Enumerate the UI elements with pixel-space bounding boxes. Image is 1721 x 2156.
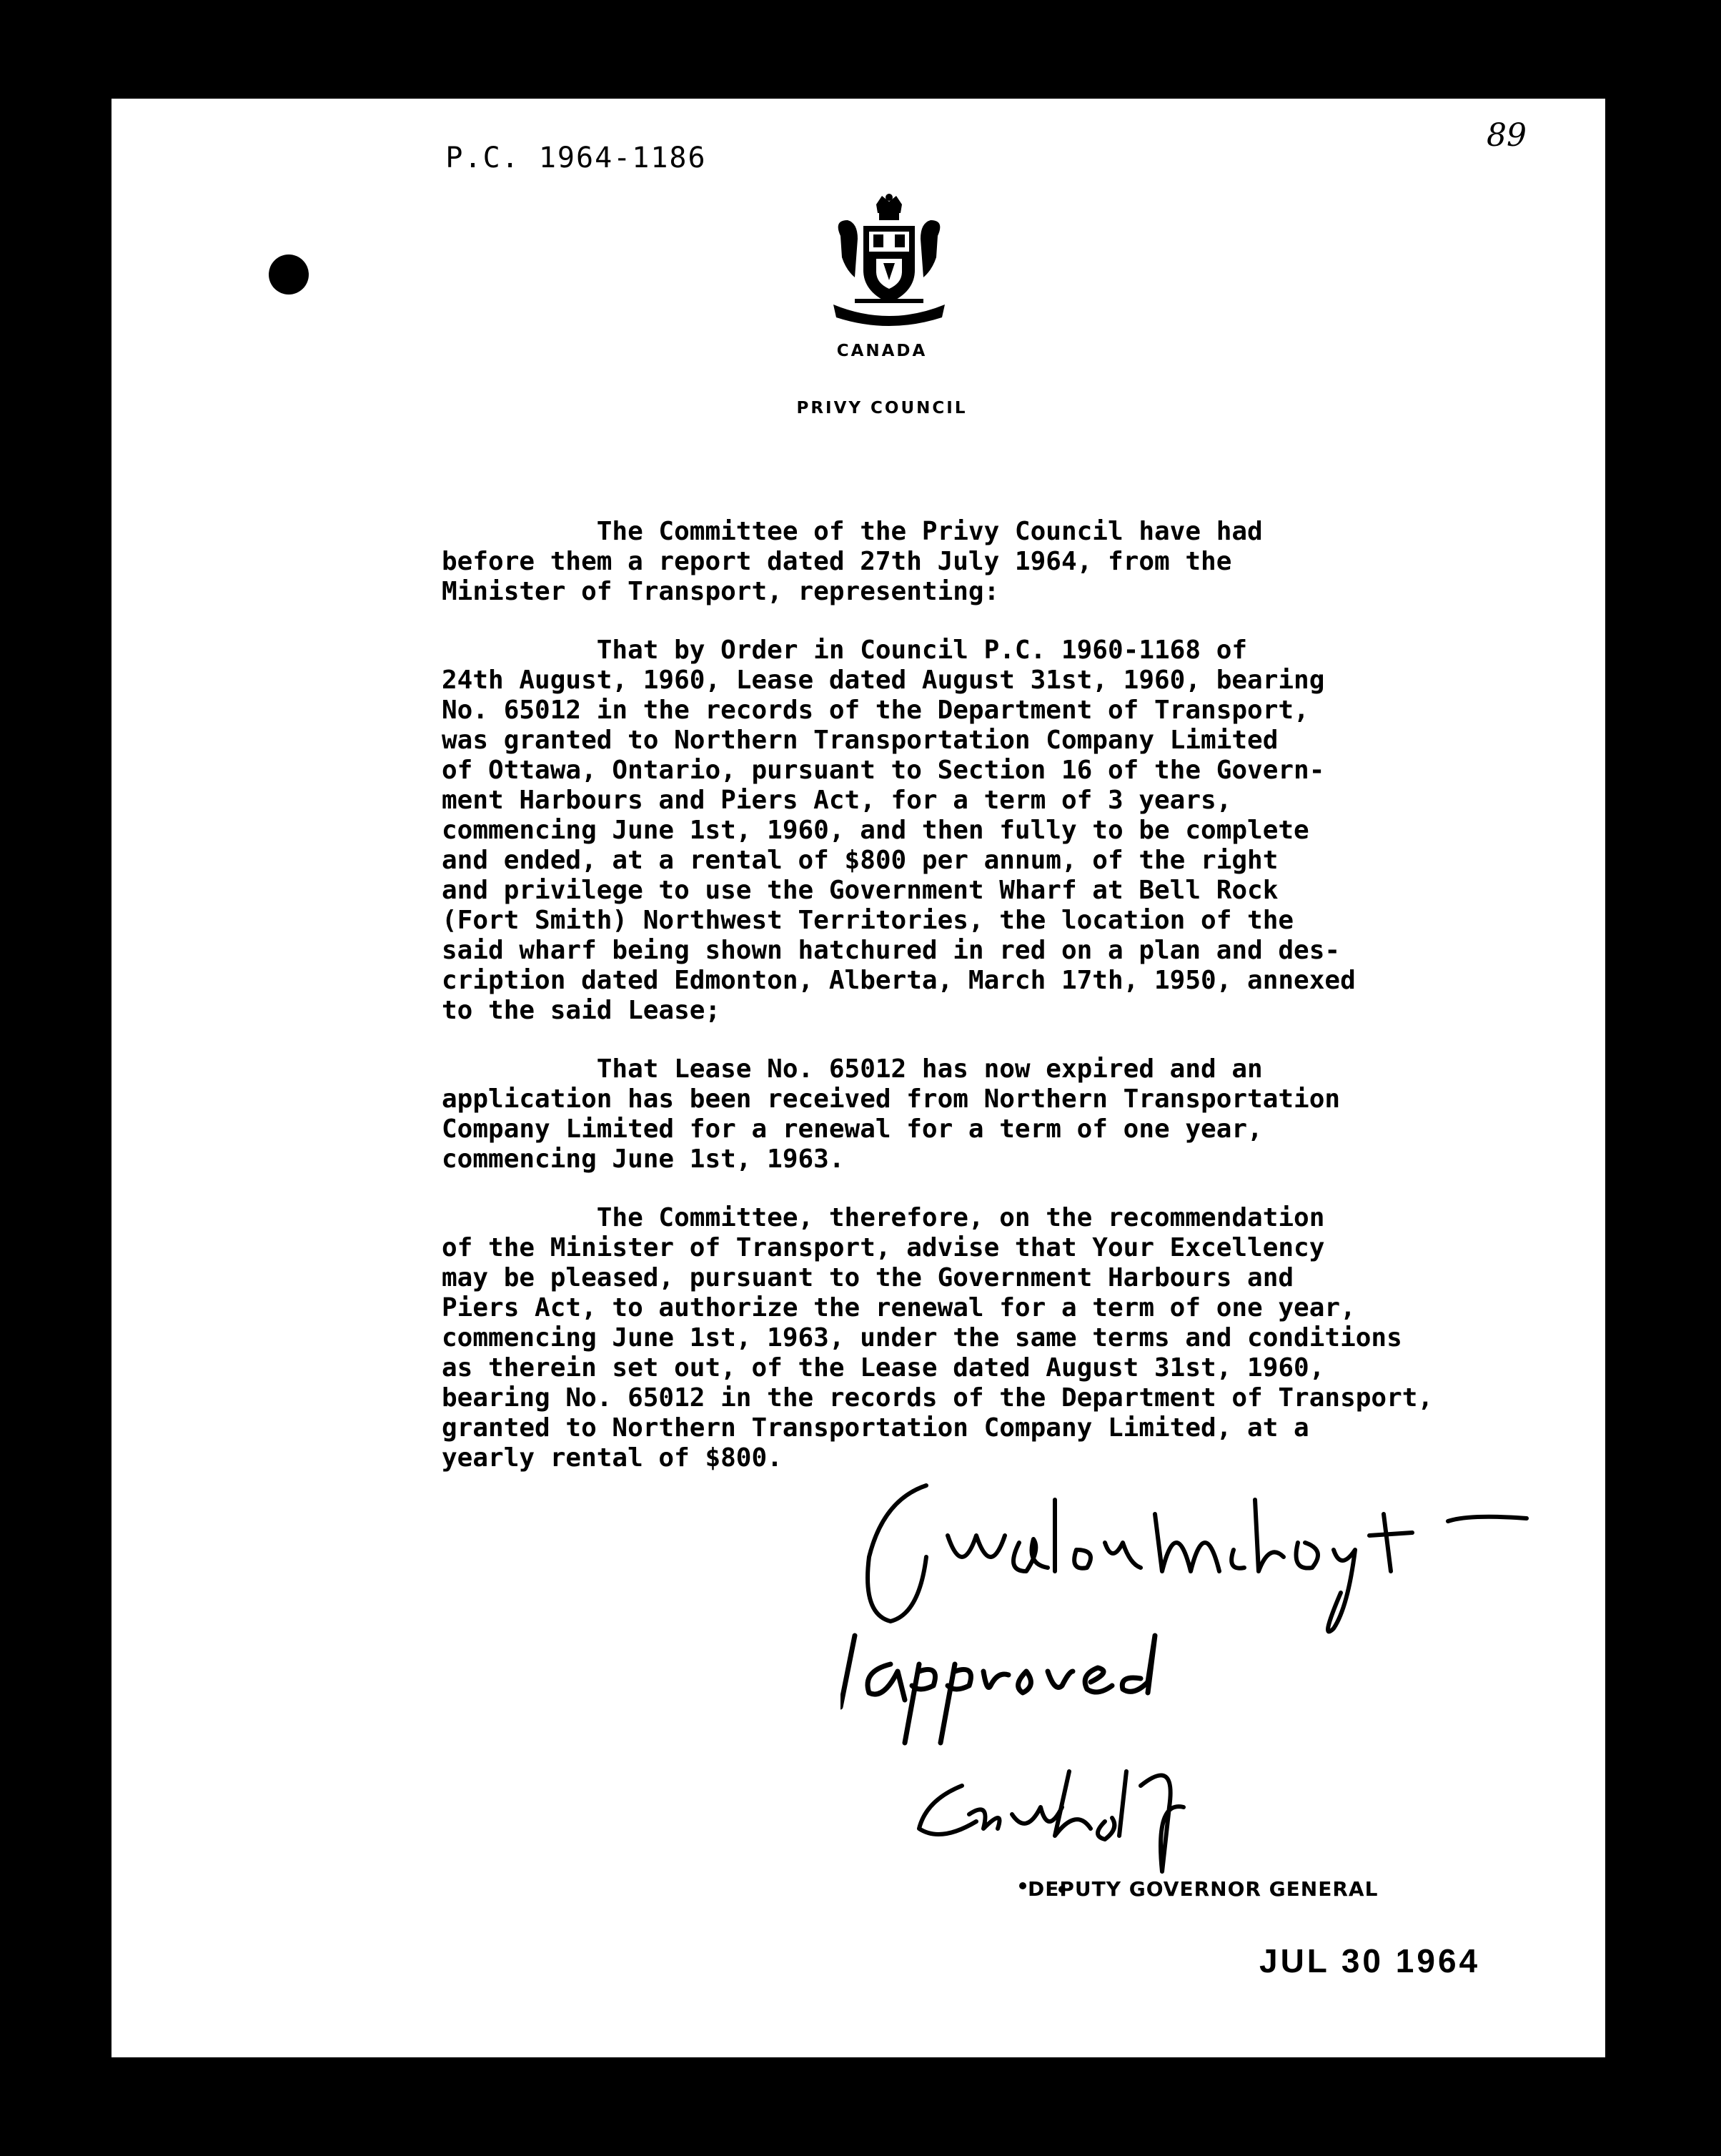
paragraph-recommendation: The Committee, therefore, on the recommendation of the Minister of Transport, advise that Your Excellency may be pleased, pursuant to the Government Harbours and Piers Act, to authorize the renewal for a term of one year, commencing June 1st, 1963, under the same terms and conditions as therein set out, of the Lease dated August 31st, 1960, bearing No. 65012 in the records of the Department of Transport, granted to Northern Transportation Company Limited, at a yearly rental of $800. xyxy=(442,1203,1434,1473)
minister-signature xyxy=(868,1485,1527,1631)
paragraph-background: That by Order in Council P.C. 1960-1168 of 24th August, 1960, Lease dated August 31st, 1960, bearing No. 65012 in the records of the Department of Transport, was granted to Northern Transportation Company Limited of Ottawa, Ontario, pursuant to Section 16 of the Govern- ment Harbours and Piers Act, for a term of 3 years, commencing June 1st, 1960, and then fully to be complete and ended, at a rental of $800 per annum, of the right and privilege to use the Government Wharf at Bell Rock (Fort Smith) Northwest Territories, the location of the said wharf being shown hatchured in red on a plan and des- cription dated Edmonton, Alberta, March 17th, 1950, annexed to the said Lease; xyxy=(442,636,1356,1025)
folio-number: 89 xyxy=(1487,117,1527,154)
approval-word xyxy=(840,1636,1155,1743)
country-label: CANADA xyxy=(836,342,928,360)
document-page xyxy=(111,99,1605,2057)
signing-title: DEPUTY GOVERNOR GENERAL xyxy=(1028,1877,1379,1901)
privy-council-label: PRIVY COUNCIL xyxy=(796,399,968,417)
hole-punch xyxy=(269,254,309,295)
governor-signature xyxy=(919,1771,1184,1893)
paragraph-application: That Lease No. 65012 has now expired and an application has been received from Northern Transportation Company Limited for a renewal for a term of one year, commencing June 1st, 1963. xyxy=(442,1054,1341,1174)
date-stamp: JUL 30 1964 xyxy=(1259,1942,1481,1979)
paragraph-preamble: The Committee of the Privy Council have had before them a report dated 27th July 1964, from the Minister of Transport, representing: xyxy=(442,517,1263,606)
handwritten-signatures xyxy=(840,1471,1605,1986)
order-body xyxy=(442,517,1605,1502)
order-number: P.C. 1964-1186 xyxy=(445,142,707,174)
coat-of-arms-icon xyxy=(826,192,952,335)
